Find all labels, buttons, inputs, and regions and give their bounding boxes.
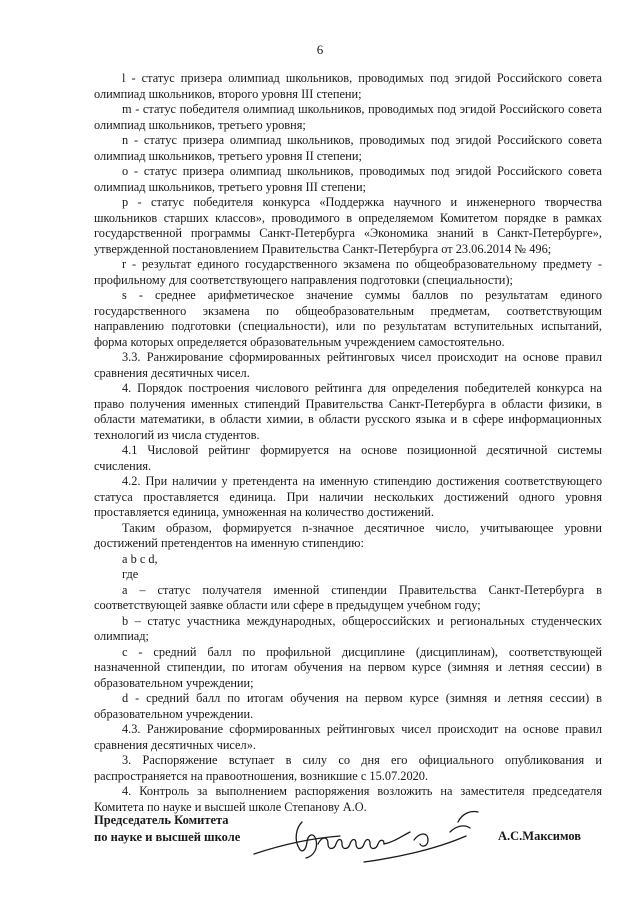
paragraph-3-3: 3.3. Ранжирование сформированных рейтинговых чисел происходит на основе правил сравнения десятичных чисел. xyxy=(94,350,602,380)
paragraph-r: r - результат единого государственного экзамена по общеобразовательному предмету - профильному для соответствующего направления подготовки (специальности); xyxy=(94,257,602,287)
handwritten-signature xyxy=(244,792,494,882)
signatory-title-line2: по науке и высшей школе xyxy=(94,830,241,844)
paragraph-m: m - статус победителя олимпиад школьников, проводимых под эгидой Российского совета олимпиад школьников, третьего уровня; xyxy=(94,102,602,132)
paragraph-o: o - статус призера олимпиад школьников, проводимых под эгидой Российского совета олимпиад школьников, третьего уровня III степени; xyxy=(94,164,602,194)
signatory-name: А.С.Максимов xyxy=(498,829,582,843)
paragraph-p: p - статус победителя конкурса «Поддержка научного и инженерного творчества школьников старших классов», проводимого в определяемом Комитетом порядке в рамках государственной программы Санкт-Петербурга «Экономика знаний в Санкт-Петербурге», утвержденной постановлением Правительства Санкт-Петербурга от 23.06.2014 № 496; xyxy=(94,195,602,256)
paragraph-l: l - статус призера олимпиад школьников, проводимых под эгидой Российского совета олимпиад школьников, второго уровня III степени; xyxy=(94,71,602,101)
page-number: 6 xyxy=(316,42,324,57)
paragraph-4-1: 4.1 Числовой рейтинг формируется на основе позиционной десятичной системы счисления. xyxy=(94,443,602,473)
paragraph-4-3: 4.3. Ранжирование сформированных рейтинговых чисел происходит на основе правил сравнения десятичных чисел». xyxy=(94,722,602,752)
paragraph-formula-intro: Таким образом, формируется n-значное десятичное число, учитывающее уровни достижений претендентов на именную стипендию: xyxy=(94,520,602,550)
signatory-title xyxy=(94,812,240,846)
paragraph-b: b – статус участника международных, общероссийских и региональных студенческих олимпиад; xyxy=(94,613,602,643)
paragraph-c: c - средний балл по профильной дисциплине (дисциплинам), соответствующей назначенной стипендии, по итогам обучения на первом курсе (зимняя и летняя сессии) в образовательном учреждении; xyxy=(94,644,602,690)
paragraph-d: d - средний балл по итогам обучения на первом курсе (зимняя и летняя сессии) в образовательном учреждении. xyxy=(94,691,602,721)
paragraph-4-2: 4.2. При наличии у претендента на именную стипендию достижения соответствующего статуса проставляется единица. При наличии нескольких достижений одного уровня проставляется единица, умноженная на количество достижений. xyxy=(94,474,602,519)
paragraph-s: s - среднее арифметическое значение суммы баллов по результатам единого государственного экзамена по общеобразовательным предметам, соответствующим направлению подготовки (специальности), или по результатам вступительных испытаний, форма которых определяется образовательным учреждением самостоятельно. xyxy=(94,288,602,349)
paragraph-clause-3: 3. Распоряжение вступает в силу со дня его официального опубликования и распространяется на правоотношения, возникшие с 15.07.2020. xyxy=(94,753,602,783)
document-body xyxy=(94,71,602,815)
paragraph-clause-4: 4. Контроль за выполнением распоряжения возложить на заместителя председателя Комитета по науке и высшей школе Степанову А.О. xyxy=(94,784,602,814)
paragraph-4: 4. Порядок построения числового рейтинга для определения победителей конкурса на право получения именных стипендий Правительства Санкт-Петербурга в области физики, в области математики, в области химии, в области русского языка и в сфере информационных технологий из числа студентов. xyxy=(94,381,602,442)
signatory-title-line1: Председатель Комитета xyxy=(94,813,229,827)
paragraph-n: n - статус призера олимпиад школьников, проводимых под эгидой Российского совета олимпиад школьников, третьего уровня II степени; xyxy=(94,133,602,163)
paragraph-formula: a b c d, xyxy=(122,551,158,566)
paragraph-where: где xyxy=(122,567,139,581)
signature-block xyxy=(94,812,614,872)
paragraph-a: a – статус получателя именной стипендии Правительства Санкт-Петербурга в соответствующей заявке области или сфере в предыдущем учебном году; xyxy=(94,582,602,612)
